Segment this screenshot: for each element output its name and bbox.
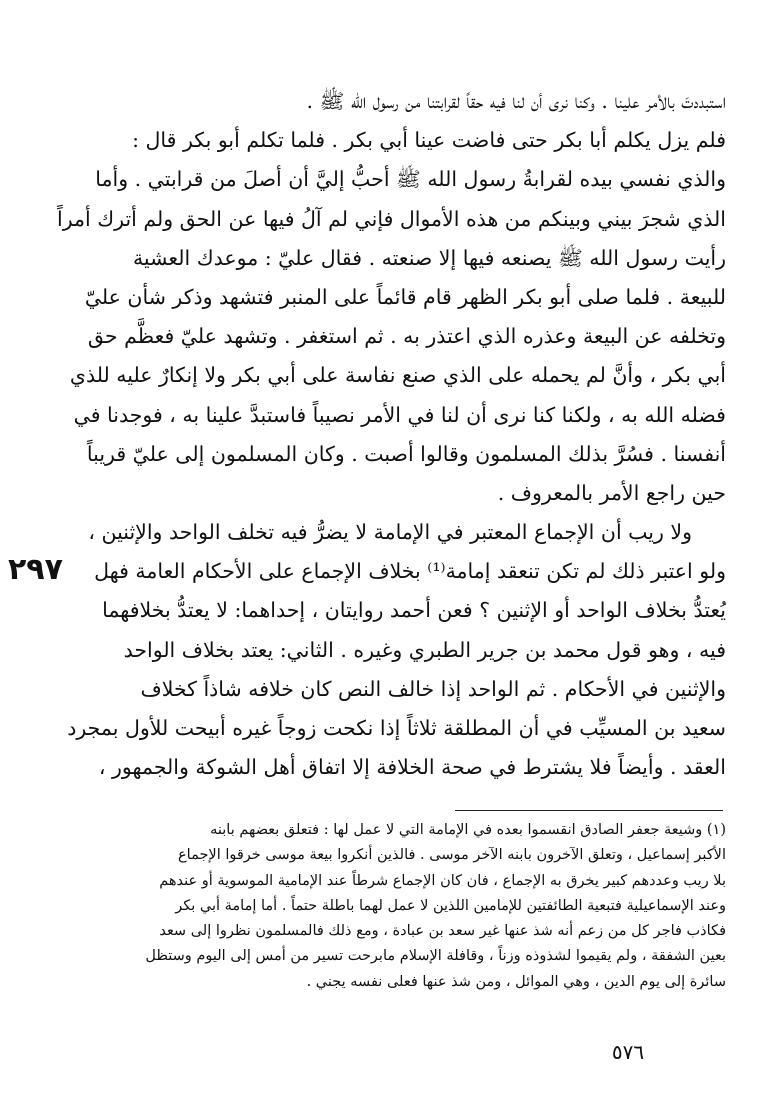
text-line: الذي شجرَ بيني وبينكم من هذه الأموال فإني لم آلُ فيها عن الحق ولم أترك أمراً xyxy=(57,206,726,231)
text-line: حين راجع الأمر بالمعروف . xyxy=(497,480,726,505)
text-line: للبيعة . فلما صلى أبو بكر الظهر قام قائماً على المنبر فتشهد وذكر شأن عليّ xyxy=(84,284,726,309)
footnote-line: الأكبر إسماعيل ، وتعلق الآخرون بابنه الآخر موسى . فالذين أنكروا بيعة موسى خرقوا الإجماع xyxy=(178,847,726,864)
text-line: يُعتدُّ بخلاف الواحد أو الإثنين ؟ فعن أحمد روايتان ، إحداهما: لا يعتدُّ بخلافهما xyxy=(102,598,726,623)
footnote-line: بعين الشفقة ، ولم يقيموا لشذوذه وزناً ، وقافلة الإسلام مابرحت تسير من أمس إلى اليوم وستظل xyxy=(145,948,726,965)
text-line: ولو اعتبر ذلك لم تكن تنعقد إمامة⁽¹⁾ بخلاف الإجماع على الأحكام العامة فهل xyxy=(94,559,726,584)
footnote-line: سائرة إلى يوم الدين ، وهي الموائل ، ومن شذ عنها فعلى نفسه يجني . xyxy=(306,973,726,990)
footnotes xyxy=(62,818,726,995)
footnote-line: فكاذب فاجر كل من زعم أنه شذ عنها غير سعد بن عبادة ، ومع ذلك فالمسلمون نظروا إلى سعد xyxy=(159,923,726,940)
page-number: ٥٧٦ xyxy=(611,1040,645,1064)
main-text xyxy=(50,82,726,787)
text-line: والذي نفسي بيده لقرابةُ رسول الله ﷺ أحبُّ إليَّ أن أصلَ من قرابتي . وأما xyxy=(95,167,726,192)
paragraph-start-line: ولا ريب أن الإجماع المعتبر في الإمامة لا يضرُّ فيه تخلف الواحد والإثنين ، xyxy=(88,520,692,545)
margin-number: ٢٩٧ xyxy=(8,552,63,587)
footnote-divider xyxy=(455,810,723,811)
footnote-line: بلا ريب وعددهم كبير يخرق به الإجماع ، فان كان الإجماع شرطاً عند الإمامية الموسوية أو عندهم xyxy=(159,872,726,889)
text-line: سعيد بن المسيِّب في أن المطلقة ثلاثاً إذا نكحت زوجاً غيره أبيحت للأول بمجرد xyxy=(67,716,726,740)
text-line: استبددتَ بالأمر علينا . وكنا نرى أن لنا فيه حقاً لقرابتنا من رسول الله ﷺ . xyxy=(306,89,726,113)
text-line: وتخلفه عن البيعة وعذره الذي اعتذر به . ثم استغفر . وتشهد عليّ فعظَّم حق xyxy=(87,324,726,349)
text-line: العقد . وأيضاً فلا يشترط في صحة الخلافة إلا اتفاق أهل الشوكة والجمهور ، xyxy=(98,755,726,780)
text-line: فيه ، وهو قول محمد بن جرير الطبري وغيره . الثاني: يعتد بخلاف الواحد xyxy=(123,637,726,662)
footnote-line: (١) وشيعة جعفر الصادق انقسموا بعده في الإمامة التي لا عمل لها : فتعلق بعضهم بابنه xyxy=(210,822,726,838)
footnote-line: وعند الإسماعيلية فتبعية الطائفتين للإمامين اللذين لا عمل لهما باطلة حتماً . أما إمامة أبي بكر xyxy=(175,897,726,914)
text-line: أبي بكر ، وأنَّ لم يحمله على الذي صنع نفاسة على أبي بكر ولا إنكارٌ عليه للذي xyxy=(69,363,726,388)
text-line: رأيت رسول الله ﷺ يصنعه فيها إلا صنعته . فقال عليّ : موعدك العشية xyxy=(132,245,726,270)
text-line: والإثنين في الأحكام . ثم الواحد إذا خالف النص كان خلافه شاذاً كخلاف xyxy=(140,676,726,701)
text-line: فلم يزل يكلم أبا بكر حتى فاضت عينا أبي بكر . فلما تكلم أبو بكر قال : xyxy=(132,128,726,153)
text-line: فضله الله به ، ولكنا كنا نرى أن لنا في الأمر نصيباً فاستبدَّ علينا به ، فوجدنا في xyxy=(73,402,726,427)
text-line: أنفسنا . فسُرَّ بذلك المسلمون وقالوا أصبت . وكان المسلمون إلى عليّ قريباً xyxy=(86,441,726,466)
